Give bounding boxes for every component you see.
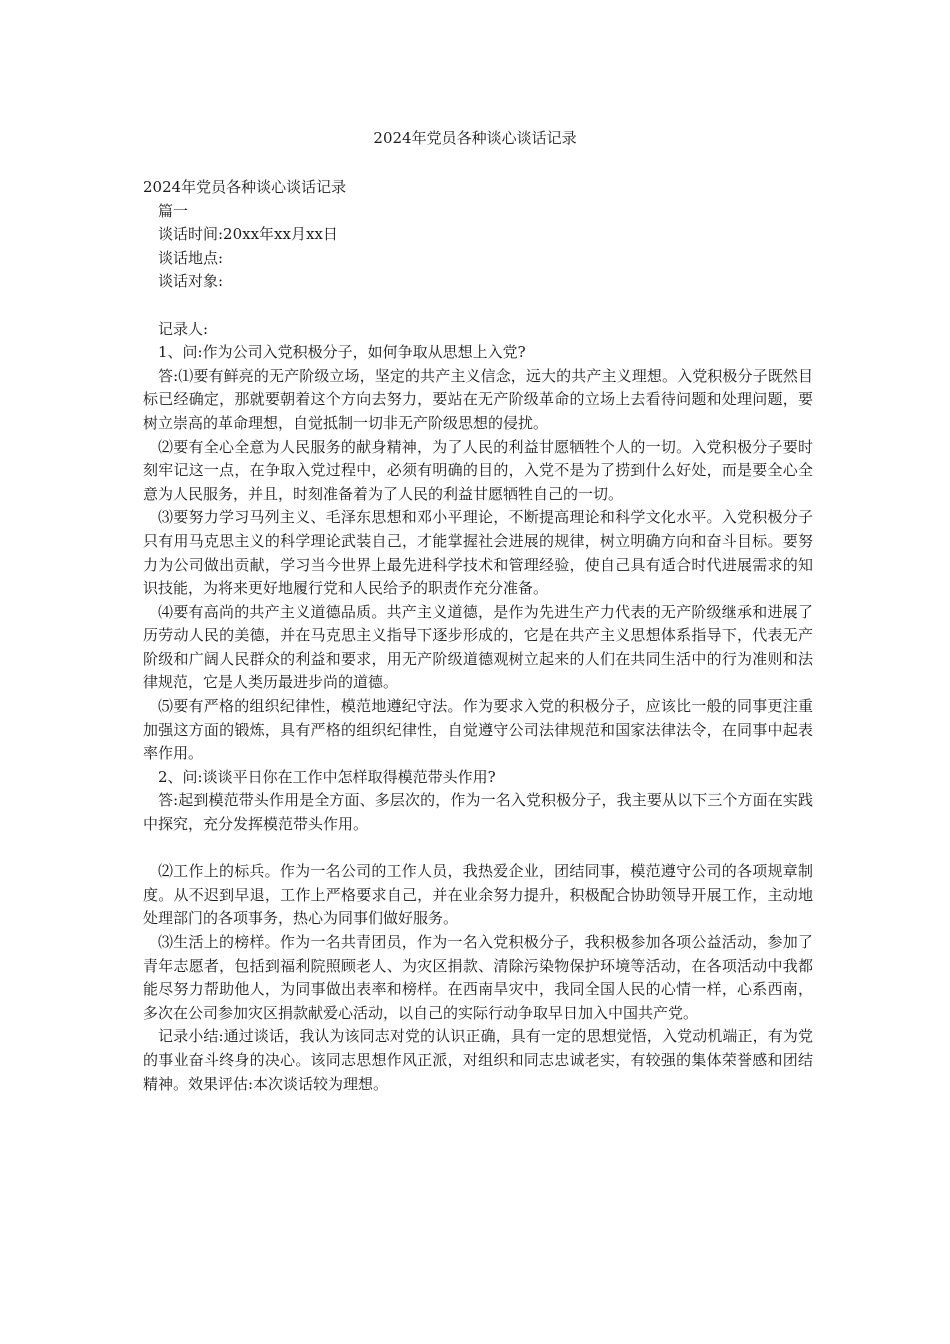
answer-1-point-1: 答:⑴要有鲜亮的无产阶级立场，坚定的共产主义信念，远大的共产主义理想。入党积极分子既然目标已经确定，那就要朝着这个方向去努力，要站在无产阶级革命的立场上去看待问题和处理问题，要树立崇高的革命理想，自觉抵制一切非无产阶级思想的侵扰。 [143, 366, 813, 432]
blank-line [143, 837, 813, 861]
question-1: 1、问:作为公司入党积极分子，如何争取从思想上入党? [158, 343, 526, 362]
answer-1-point-2: ⑵要有全心全意为人民服务的献身精神，为了人民的利益甘愿牺牲个人的一切。入党积极分子要时刻牢记这一点，在争取入党过程中，必须有明确的目的，入党不是为了捞到什么好处，而是要全心全意为人民服务，并且，时刻准备着为了人民的利益甘愿牺牲自己的一切。 [143, 437, 813, 503]
answer-2-point-3: ⑶生活上的榜样。作为一名共青团员，作为一名入党积极分子，我积极参加各项公益活动，参加了青年志愿者，包括到福利院照顾老人、为灾区捐款、清除污染物保护环境等活动，在各项活动中我都能尽努力帮助他人，为同事做出表率和榜样。在西南旱灾中，我同全国人民的心情一样，心系西南，多次在公司参加灾区捐款献爱心活动，以自己的实际行动争取早日加入中国共产党。 [143, 933, 813, 1022]
talk-target: 谈话对象: [158, 272, 224, 291]
answer-1-point-4: ⑷要有高尚的共产主义道德品质。共产主义道德，是作为先进生产力代表的无产阶级继承和进展了历劳动人民的美德，并在马克思主义指导下逐步形成的，它是在共产主义思想体系指导下，代表无产阶级和广阔人民群众的利益和要求，用无产阶级道德观树立起来的人们在共同生活中的行为准则和法律规范，它是人类历最进步尚的道德。 [143, 602, 813, 692]
document-title: 2024年党员各种谈心谈话记录 [373, 129, 577, 147]
recorder: 记录人: [158, 319, 209, 338]
record-summary: 记录小结:通过谈话，我认为该同志对党的认识正确，具有一定的思想觉悟，入党动机端正，有为党的事业奋斗终身的决心。该同志思想作风正派，对组织和同志忠诚老实，有较强的集体荣誉感和团结精神。效果评估:本次谈话较为理想。 [143, 1027, 813, 1093]
heading: 2024年党员各种谈心谈话记录 [143, 178, 347, 196]
answer-2-intro: 答:起到模范带头作用是全方面、多层次的，作为一名入党积极分子，我主要从以下三个方面在实践中探究，充分发挥模范带头作用。 [143, 791, 813, 834]
answer-2-point-2: ⑵工作上的标兵。作为一名公司的工作人员，我热爱企业，团结同事，模范遵守公司的各项规章制度。从不迟到早退，工作上严格要求自己，并在业余努力提升，积极配合协助领导开展工作，主动地处理部门的各项事务，热心为同事们做好服务。 [143, 862, 813, 928]
talk-time: 谈话时间:20xx年xx月xx日 [158, 225, 338, 244]
section-label: 篇一 [158, 201, 189, 220]
blank-line [143, 294, 813, 318]
answer-1-point-3: ⑶要努力学习马列主义、毛泽东思想和邓小平理论，不断提高理论和科学文化水平。入党积极分子只有用马克思主义的科学理论武装自己，才能掌握社会进展的规律，树立明确方向和奋斗目标。要努力为公司做出贡献，学习当今世界上最先进科学技术和管理经验，使自己具有适合时代进展需求的知识技能，为将来更好地履行党和人民给予的职责作充分准备。 [143, 508, 813, 598]
document-body [143, 176, 813, 1096]
talk-place: 谈话地点: [158, 248, 224, 267]
answer-1-point-5: ⑸要有严格的组织纪律性，模范地遵纪守法。作为要求入党的积极分子，应该比一般的同事更注重加强这方面的锻炼，具有严格的组织纪律性，自觉遵守公司法律规范和国家法律法令，在同事中起表率作用。 [143, 697, 813, 763]
question-2: 2、问:谈谈平日你在工作中怎样取得模范带头作用? [158, 767, 496, 786]
